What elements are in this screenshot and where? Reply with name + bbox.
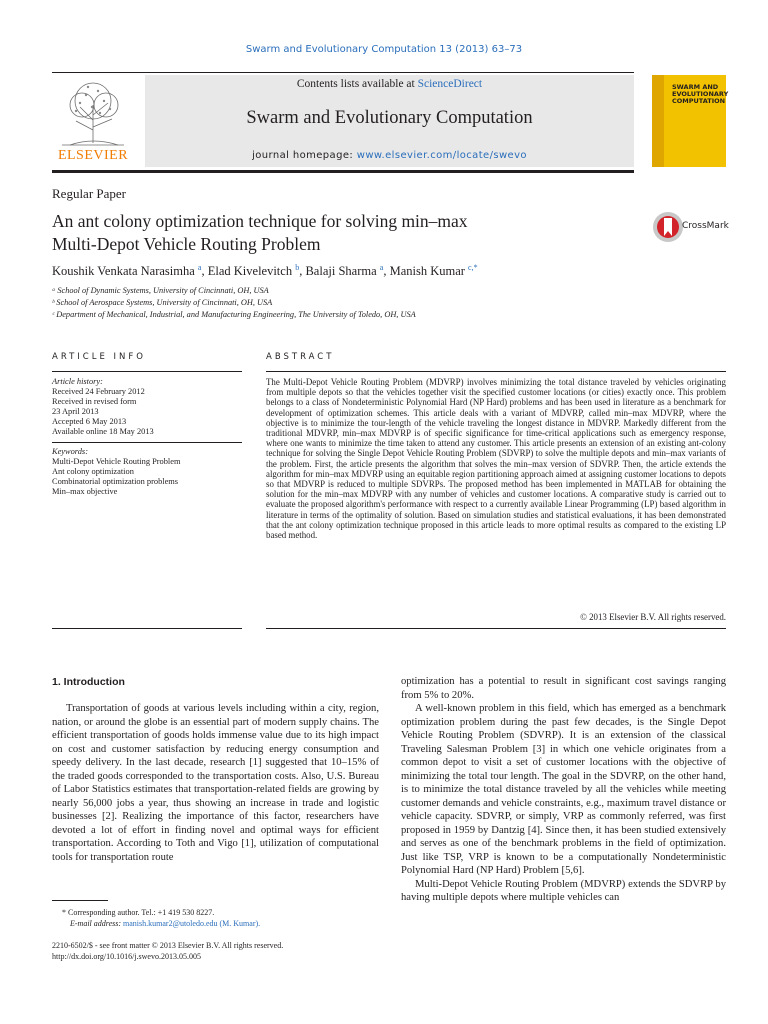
history-label: Article history: — [52, 377, 103, 386]
paper-title — [52, 210, 632, 256]
issn-line: 2210-6502/$ - see front matter © 2013 Elsevier B.V. All rights reserved. — [52, 941, 284, 950]
author-affil-marker[interactable]: a — [379, 263, 384, 272]
affiliation-c: ᶜ Department of Mechanical, Industrial, and Manufacturing Engineering, The University of Toledo, OH, USA — [52, 310, 416, 319]
article-info-heading: ARTICLE INFO — [52, 352, 146, 362]
abstract-rule — [266, 371, 726, 372]
email-note — [70, 919, 260, 928]
contents-prefix: Contents lists available at — [296, 78, 418, 90]
author-name[interactable]: Balaji Sharma — [305, 264, 377, 279]
article-info-divider — [52, 442, 242, 443]
keyword: Ant colony optimization — [52, 467, 134, 476]
corresponding-author-note: * Corresponding author. Tel.: +1 419 530 8227. — [62, 908, 215, 917]
keywords-label: Keywords: — [52, 447, 88, 456]
abstract-text: The Multi-Depot Vehicle Routing Problem (MDVRP) involves minimizing the total distance traveled by vehicles originating from multiple depots so that the vehicles together visit the specified customer locations (or cities) exactly once. This problem belongs to a class of Nondeterministic Polynomial Hard (NP Hard) problems and has been used in literature as a benchmark for development of optimization schemes. This article deals with a variant of MDVRP, called min–max MDVRP, where the objective is to minimize the tour-length of the vehicle traveling the longest distance in MDVRP. Markedly different from the traditional MDVRP, min–max MDVRP is of specific significance for time-critical applications such as emergency response, where one wants to minimize the time taken to attend any customer. This article presents an extension of an existing ant-colony technique for solving the Single Depot Vehicle Routing Problem (SDVRP) to solve the multiple depots and min–max variants of the problem. First, the article presents the algorithm that solves the min–max version of SDVRP. Then, the article extends the algorithm for min–max MDVRP using an equitable region partitioning approach aimed at assigning customer locations to depots so that MDVRP is reduced to multiple SDVRPs. The proposed method has been implemented in MATLAB for obtaining the solution for the min–max MDVRP with any number of vehicles and customer locations. A comparative study is carried out to evaluate the proposed algorithm's performance with respect to a currently available Linear Programming (LP) based algorithm in literature in terms of the optimality of solution. Based on simulation studies and statistical evaluations, it has been demonstrated that the ant colony optimization technique proposed in this article leads to more optimal results as compared to the existing LP based method. — [266, 377, 726, 541]
paragraph: Multi-Depot Vehicle Routing Problem (MDVRP) extends the SDVRP by having multiple depots where multiple vehicles can — [401, 878, 726, 903]
cover-title: SWARM AND EVOLUTIONARY COMPUTATION — [672, 83, 729, 105]
author-affil-marker[interactable]: a — [197, 263, 202, 272]
author-name[interactable]: Elad Kivelevitch — [207, 264, 293, 279]
paper-type: Regular Paper — [52, 186, 127, 201]
paragraph: A well-known problem in this field, which has emerged as a benchmark optimization problem during the past few decades, is the Single Depot Vehicle Routing Problem (SDVRP). It is an extension of the classical Traveling Salesman Problem [3] in which one vehicle originates from a common depot to visit a set of customer locations with the objective of minimizing the total tour length. The goal in the SDVRP, on the other hand, is to minimize the total distance traveled by all the vehicles while meeting customer demands and vehicle constraints, e.g., maximum travel distance or vehicle capacity. SDVRP, or simply, VRP as commonly referred, was first proposed in 1959 by Dantzig [4]. Since then, it has been studied extensively and serves as one of the benchmark problems in the field of optimization. Just like TSP, VRP is known to be a computationally Nondeterministic Polynomial Hard (NP Hard) Problem [5,6]. — [401, 703, 726, 876]
author-affil-marker[interactable]: b — [295, 263, 300, 272]
crossmark-icon — [652, 210, 684, 244]
journal-reference[interactable]: Swarm and Evolutionary Computation 13 (2013) 63–73 — [245, 44, 523, 55]
sciencedirect-link[interactable]: ScienceDirect — [417, 78, 483, 90]
homepage-prefix: journal homepage: — [252, 150, 357, 161]
author-affil-marker[interactable]: c,* — [468, 263, 478, 272]
header-top-rule — [52, 72, 634, 73]
footnote-rule — [52, 900, 108, 901]
section-heading-introduction: 1. Introduction — [52, 676, 125, 688]
author-list: Koushik Venkata Narasimha $^a$, Elad Kivelevitch $^b$, Balaji Sharma $^a$, Manish Kumar $^{c,*}$ — [52, 263, 478, 279]
article-info-bottom-rule — [52, 628, 242, 629]
keyword: Multi-Depot Vehicle Routing Problem — [52, 457, 181, 466]
history-item: Accepted 6 May 2013 — [52, 417, 127, 426]
homepage-link[interactable]: www.elsevier.com/locate/swevo — [356, 150, 527, 161]
author-name[interactable]: Koushik Venkata Narasimha — [52, 264, 195, 279]
abstract-bottom-rule — [266, 628, 726, 629]
paragraph: optimization has a potential to result in significant cost savings ranging from 5% to 20%. — [401, 676, 726, 701]
abstract-heading: ABSTRACT — [266, 352, 335, 362]
journal-title: Swarm and Evolutionary Computation — [246, 108, 533, 128]
email-label: E-mail address: — [70, 919, 124, 928]
affiliation-b: ᵇ School of Aerospace Systems, University of Cincinnati, OH, USA — [52, 298, 273, 307]
author-name[interactable]: Manish Kumar — [389, 264, 465, 279]
keyword: Combinatorial optimization problems — [52, 477, 179, 486]
article-info-rule — [52, 371, 242, 372]
body-column-left — [52, 702, 379, 864]
history-item: Available online 18 May 2013 — [52, 427, 154, 436]
paragraph: Transportation of goods at various levels including within a city, region, nation, or around the globe is an essential part of modern supply chains. The efficient transportation of goods holds immense value due to its high impact on cost and customer satisfaction by reducing energy consumption and speedy delivery. In the last decade, research [1] suggested that 10–15% of the traded goods corresponded to the transportation costs. Also, U.S. Bureau of Labor Statistics estimates that transportation-related fields are growing by nearly 56,000 jobs a year, thus showing an increase in trade and logistic businesses [2]. Realizing the importance of this factor, researchers have devoted a lot of effort in finding novel and optimal ways for efficient transportation. According to Toth and Vigo [1], utilization of computational tools for transportation route — [52, 703, 379, 863]
title-line-1: An ant colony optimization technique for solving min–max — [52, 211, 468, 231]
abstract-copyright: © 2013 Elsevier B.V. All rights reserved. — [580, 612, 726, 622]
article-info — [52, 377, 242, 497]
doi-link[interactable]: http://dx.doi.org/10.1016/j.swevo.2013.05.005 — [52, 952, 201, 961]
title-line-2: Multi-Depot Vehicle Routing Problem — [52, 234, 321, 254]
crossmark-badge[interactable] — [652, 210, 762, 244]
keyword: Min–max objective — [52, 487, 118, 496]
elsevier-wordmark: ELSEVIER — [57, 148, 129, 163]
history-item: Received 24 February 2012 — [52, 387, 145, 396]
cover-stripe — [652, 75, 664, 167]
email-link[interactable]: manish.kumar2@utoledo.edu (M. Kumar). — [123, 919, 261, 928]
body-column-right — [401, 675, 726, 905]
history-item: Received in revised form — [52, 397, 137, 406]
journal-homepage — [145, 150, 634, 161]
crossmark-label: CrossMark — [682, 221, 729, 231]
affiliation-a: ᵃ School of Dynamic Systems, University of Cincinnati, OH, USA — [52, 286, 269, 295]
contents-line — [145, 78, 634, 90]
header-bottom-rule — [52, 170, 634, 173]
history-item: 23 April 2013 — [52, 407, 99, 416]
